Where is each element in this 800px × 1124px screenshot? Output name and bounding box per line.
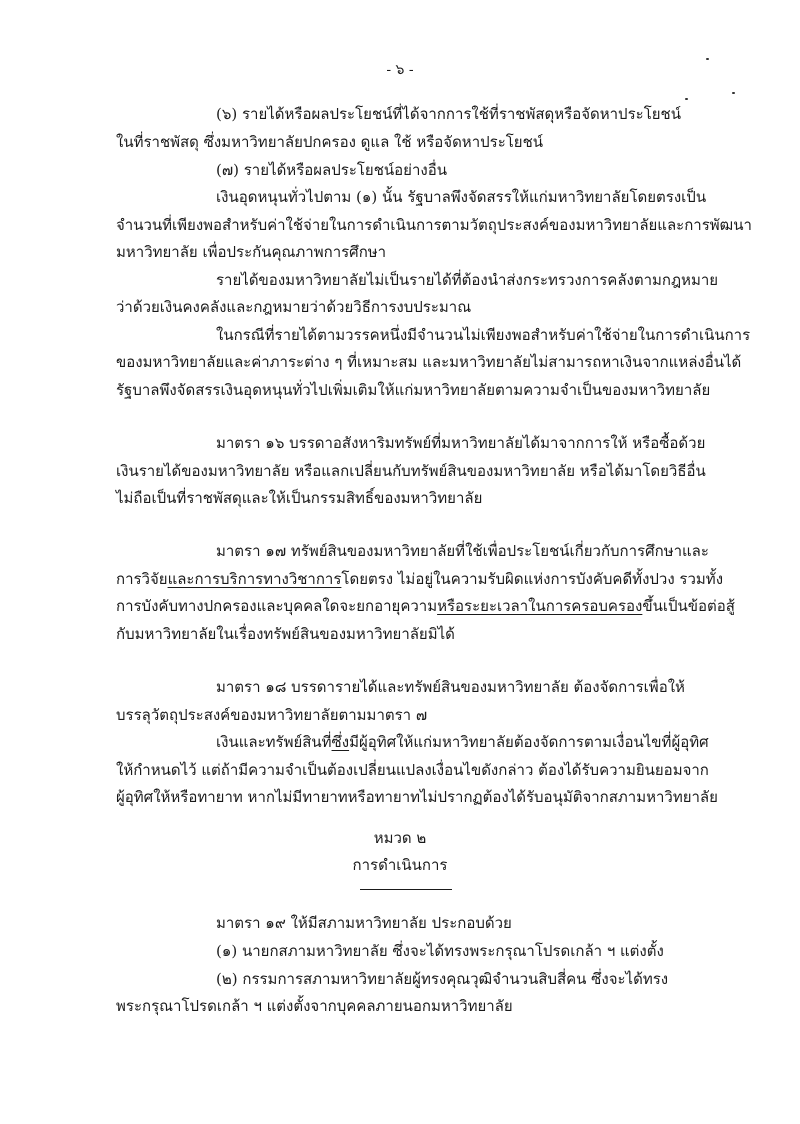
text-span: มีผู้อุทิศให้แก่มหาวิทยาลัยต้องจัดการตามเงื่อนไขที่ผู้อุทิศ [349, 733, 709, 751]
divider-rule [360, 889, 452, 890]
scan-speck [732, 92, 735, 94]
text-line: รายได้ของมหาวิทยาลัยไม่เป็นรายได้ที่ต้องนำส่งกระทรวงการคลังตามกฎหมาย [216, 271, 719, 289]
text-line: กับมหาวิทยาลัยในเรื่องทรัพย์สินของมหาวิทยาลัยมิได้ [116, 625, 455, 643]
text-line: จำนวนที่เพียงพอสำหรับค่าใช้จ่ายในการดำเนินการตามวัตถุประสงค์ของมหาวิทยาลัยและการพัฒนา [116, 216, 752, 234]
scan-speck [685, 98, 688, 100]
text-span: การบังคับทางปกครองและบุคคลใดจะยกอายุความ [116, 597, 438, 615]
text-line: เงินรายได้ของมหาวิทยาลัย หรือแลกเปลี่ยนกับทรัพย์สินของมหาวิทยาลัย หรือได้มาโดยวิธีอื่น [116, 462, 706, 480]
text-line: ผู้อุทิศให้หรือทายาท หากไม่มีทายาทหรือทายาทไม่ปรากฏต้องได้รับอนุมัติจากสภามหาวิทยาลัย [116, 788, 718, 806]
text-line: รัฐบาลพึงจัดสรรเงินอุดหนุนทั่วไปเพิ่มเติมให้แก่มหาวิทยาลัยตามความจำเป็นของมหาวิทยาลัย [116, 381, 711, 399]
section-18-heading-line: มาตรา ๑๘ บรรดารายได้และทรัพย์สินของมหาวิทยาลัย ต้องจัดการเพื่อให้ [216, 678, 685, 696]
chapter-title: การดำเนินการ [352, 856, 448, 874]
page-number: - ๖ - [386, 62, 414, 78]
text-line: (๗) รายได้หรือผลประโยชน์อย่างอื่น [216, 161, 447, 179]
text-line [116, 569, 723, 589]
text-line: ในกรณีที่รายได้ตามวรรคหนึ่งมีจำนวนไม่เพียงพอสำหรับค่าใช้จ่ายในการดำเนินการ [216, 326, 751, 344]
text-line: ของมหาวิทยาลัยและค่าภาระต่าง ๆ ที่เหมาะสม และมหาวิทยาลัยไม่สามารถหาเงินจากแหล่งอื่นได้ [116, 353, 742, 371]
text-span: ขึ้นเป็นข้อต่อสู้ [642, 597, 735, 615]
text-line [116, 596, 735, 616]
text-line: พระกรุณาโปรดเกล้า ฯ แต่งตั้งจากบุคคลภายนอกมหาวิทยาลัย [116, 997, 513, 1015]
underlined-text: และการบริการทางวิชาการ [167, 570, 342, 588]
text-span: เงินและทรัพย์สินที่ [216, 733, 332, 751]
section-17-heading-line: มาตรา ๑๗ ทรัพย์สินของมหาวิทยาลัยที่ใช้เพื่อประโยชน์เกี่ยวกับการศึกษาและ [216, 542, 709, 560]
text-line: (๑) นายกสภามหาวิทยาลัย ซึ่งจะได้ทรงพระกรุณาโปรดเกล้า ฯ แต่งตั้ง [216, 942, 664, 960]
text-line: ไม่ถือเป็นที่ราชพัสดุและให้เป็นกรรมสิทธิ์ของมหาวิทยาลัย [116, 489, 483, 507]
text-span: โดยตรง ไม่อยู่ในความรับผิดแห่งการบังคับคดีทั้งปวง รวมทั้ง [341, 570, 724, 588]
text-line: (๒) กรรมการสภามหาวิทยาลัยผู้ทรงคุณวุฒิจำนวนสิบสี่คน ซึ่งจะได้ทรง [216, 970, 669, 988]
text-line: เงินอุดหนุนทั่วไปตาม (๑) นั้น รัฐบาลพึงจัดสรรให้แก่มหาวิทยาลัยโดยตรงเป็น [216, 188, 707, 206]
text-line: ว่าด้วยเงินคงคลังและกฎหมายว่าด้วยวิธีการงบประมาณ [116, 298, 472, 316]
text-line: บรรลุวัตถุประสงค์ของมหาวิทยาลัยตามมาตรา ๗ [116, 706, 428, 724]
text-line: ให้กำหนดไว้ แต่ถ้ามีความจำเป็นต้องเปลี่ยนแปลงเงื่อนไขดังกล่าว ต้องได้รับความยินยอมจาก [116, 761, 709, 779]
section-16-heading-line: มาตรา ๑๖ บรรดาอสังหาริมทรัพย์ที่มหาวิทยาลัยได้มาจากการให้ หรือซื้อด้วย [216, 434, 706, 452]
text-line: (๖) รายได้หรือผลประโยชน์ที่ได้จากการใช้ที่ราชพัสดุหรือจัดหาประโยชน์ [216, 105, 681, 123]
underlined-text: หรือระยะเวลาในการครอบครอง [437, 597, 643, 615]
text-line: ในที่ราชพัสดุ ซึ่งมหาวิทยาลัยปกครอง ดูแล ใช้ หรือจัดหาประโยชน์ [116, 133, 544, 151]
text-span: การวิจัย [116, 570, 168, 588]
chapter-heading: หมวด ๒ [373, 829, 427, 847]
text-line: มหาวิทยาลัย เพื่อประกันคุณภาพการศึกษา [116, 243, 387, 261]
scan-speck [706, 58, 709, 60]
section-19-heading-line: มาตรา ๑๙ ให้มีสภามหาวิทยาลัย ประกอบด้วย [216, 914, 512, 932]
underlined-text: ซึ่ง [331, 733, 350, 751]
text-line [216, 732, 709, 752]
